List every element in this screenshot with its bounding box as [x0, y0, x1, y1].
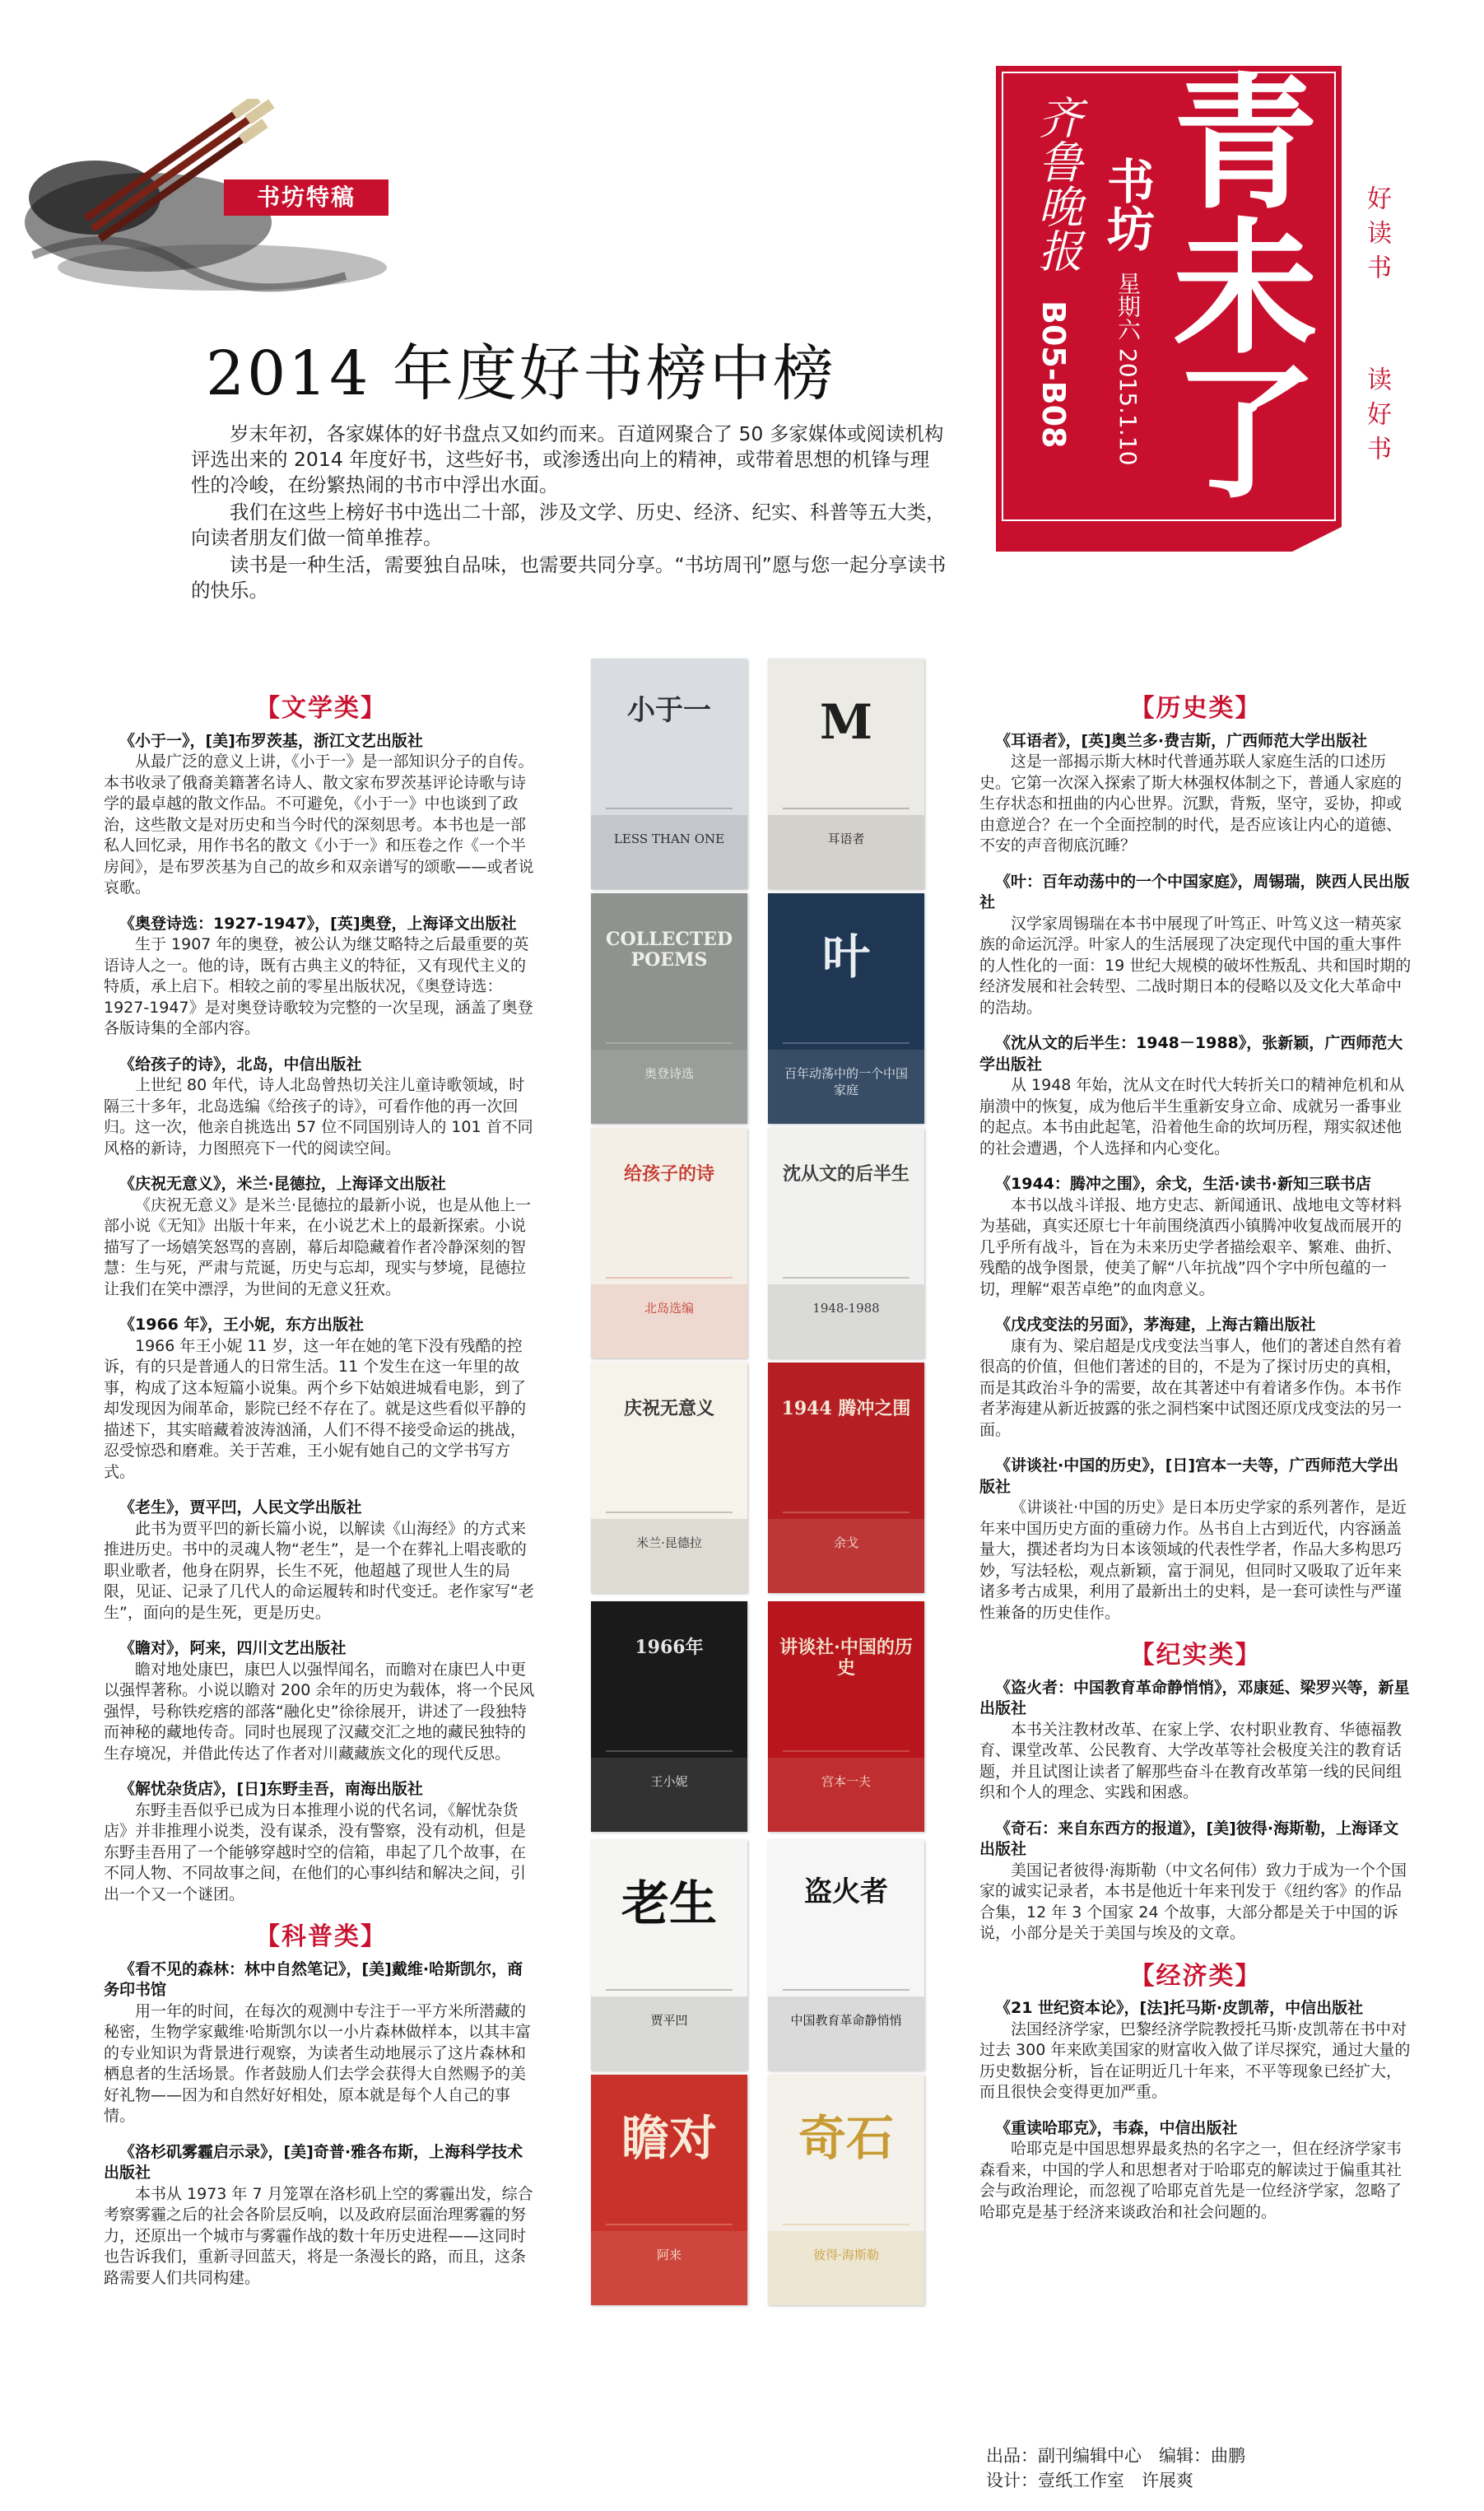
- book-description: 本书从 1973 年 7 月笼罩在洛杉矶上空的雾霾出发，综合考察雾霾之后的社会各阶层反响，以及政府层面治理雾霾的努力，还原出一个城市与雾霾作战的数十年历史进程——这同时也告诉我们，重新寻回蓝天，将是一条漫长的路，而且，这条路需要人们共同构建。: [104, 2184, 533, 2287]
- cover-subtitle: 奥登诗选: [644, 1066, 694, 1081]
- book-cover-kodansha: [768, 1601, 924, 1832]
- book-description: 1966 年王小妮 11 岁，这一年在她的笔下没有残酷的控诉，有的只是普通人的日常生活。11 个发生在这一年里的故事，构成了这本短篇小说集。两个乡下姑娘进城看电影，到了却发现因为闹革命，影院已经不存在了。就是这些看似平静的描述下，其实暗藏着波涛汹涌，人们不得不接受命运的挑战，忍受惊恐和磨难。关于苦难，王小妮有她自己的文学书写方式。: [104, 1336, 527, 1481]
- intro-text: [191, 422, 948, 605]
- cover-subtitle: 百年动荡中的一个中国家庭: [784, 1066, 908, 1097]
- column-name: 书坊: [1099, 156, 1155, 252]
- cover-title: 小于一: [627, 694, 711, 727]
- book-title: 《解忧杂货店》，[日]东野圭吾，南海出版社: [119, 1780, 423, 1798]
- cover-title: 给孩子的诗: [623, 1163, 714, 1185]
- book-title: 《1966 年》，王小妮，东方出版社: [119, 1316, 364, 1334]
- cover-title: 奇石: [798, 2110, 894, 2166]
- cover-subtitle: LESS THAN ONE: [613, 832, 725, 846]
- literature-book-8: [104, 1779, 538, 1905]
- science-book-1: [104, 1959, 538, 2127]
- newspaper-name: 齐鲁晚报: [1031, 95, 1083, 273]
- book-title: 《21 世纪资本论》，[法]托马斯·皮凯蒂，中信出版社: [995, 1999, 1364, 2017]
- book-title: 《给孩子的诗》，北岛，中信出版社: [119, 1055, 362, 1074]
- cover-artwork: [768, 1363, 924, 1593]
- supplement-title: 青未了: [1172, 60, 1318, 519]
- issue-date: 星期六 2015.1.10: [1114, 272, 1142, 466]
- literature-book-1: [104, 731, 538, 899]
- cover-title: 讲谈社·中国的历史: [779, 1637, 913, 1679]
- book-description: 这是一部揭示斯大林时代普通苏联人家庭生活的口述历史。它第一次深入探索了斯大林强权体制之下，普通人家庭的生存状态和扭曲的内心世界。沉默，背叛，坚守，妥协，抑或由意逆合？在一个全面控制的时代，是否应该让内心的道德、不安的声音彻底沉睡？: [979, 752, 1403, 855]
- literature-book-7: [104, 1638, 538, 1764]
- cover-title: 沈从文的后半生: [782, 1163, 909, 1185]
- documentary-book-2: [979, 1819, 1412, 1945]
- book-cover-whisperers: [768, 659, 924, 889]
- book-title: 《耳语者》，[英]奥兰多·费吉斯，广西师范大学出版社: [995, 731, 1368, 750]
- literature-book-6: [104, 1498, 538, 1624]
- history-heading: 【历史类】: [1129, 694, 1262, 723]
- literature-book-5: [104, 1315, 538, 1483]
- book-title: 《讲谈社·中国的历史》，[日]宫本一夫等，广西师范大学出版社: [979, 1456, 1399, 1496]
- cover-subtitle: 中国教育革命静悄悄: [790, 2013, 902, 2028]
- book-description: 《庆祝无意义》是米兰·昆德拉的最新小说，也是从他上一部小说《无知》出版十年来，在小说艺术上的最新探索。小说描写了一场嬉笑怒骂的喜剧，幕后却隐藏着作者冷静深刻的智慧：生与死，严肃与荒诞，历史与忘却，现实与梦境，昆德拉让我们在笑中漂浮，为世间的无意义狂欢。: [104, 1195, 532, 1298]
- cover-artwork: [591, 1601, 747, 1832]
- book-description: 从最广泛的意义上讲，《小于一》是一部知识分子的自传。本书收录了俄裔美籍著名诗人、散文家布罗茨基评论诗歌与诗学的最卓越的散文作品。不可避免，《小于一》中也谈到了政治，这些散文是对历史和当今时代的深刻思考。本书也是一部私人回忆录，用作书名的散文《小于一》和压卷之作《一个半房间》，是布罗茨基为自己的故乡和双亲谱写的颂歌——或者说哀歌。: [104, 752, 534, 897]
- book-cover-poems-children: [591, 1128, 747, 1358]
- book-description: 本书关注教材改革、在家上学、农村职业教育、华德福教育、课堂改革、公民教育、大学改革等社会极度关注的教育话题，并且试图让读者了解那些奋斗在教育改革第一线的民间组织和个人的理念、实践和困惑。: [979, 1720, 1403, 1801]
- page-title: 2014 年度好书榜中榜: [206, 338, 836, 409]
- credits-line-1: 出品：副刊编辑中心 编辑：曲鹏: [986, 2446, 1245, 2466]
- cover-artwork: [591, 1840, 747, 2071]
- cover-artwork: [768, 2075, 924, 2305]
- ink-brush-illustration: [16, 99, 395, 346]
- cover-subtitle: 王小妮: [650, 1774, 688, 1789]
- book-cover-shen-congwen: [768, 1128, 924, 1358]
- cover-title: 1966年: [635, 1637, 704, 1658]
- book-cover-year-1966: [591, 1601, 747, 1832]
- cover-subtitle: 北岛选编: [644, 1301, 694, 1316]
- history-book-6: [979, 1456, 1412, 1624]
- science-heading: 【科普类】: [255, 1922, 387, 1951]
- special-feature-badge: 书坊特稿: [224, 179, 388, 216]
- book-title: 《庆祝无意义》，米兰·昆德拉，上海译文出版社: [119, 1175, 446, 1193]
- economy-book-1: [979, 1998, 1412, 2103]
- book-title: 《奇石：来自东西方的报道》，[美]彼得·海斯勒，上海译文出版社: [979, 1819, 1399, 1858]
- cover-title: 老生: [621, 1875, 717, 1931]
- documentary-heading: 【纪实类】: [1129, 1641, 1262, 1670]
- book-cover-lao-sheng: [591, 1840, 747, 2071]
- book-description: 哈耶克是中国思想界最炙热的名字之一，但在经济学家韦森看来，中国的学人和思想者对于哈耶克的解读过于偏重其社会与政治理论，而忽视了哈耶克首先是一位经济学家，忽略了哈耶克是基于经济来谈政治和社会问题的。: [979, 2140, 1403, 2221]
- cover-title: 叶: [821, 929, 870, 985]
- section-code: B05-B08: [1035, 300, 1072, 449]
- book-title: 《洛杉矶雾霾启示录》，[美]奇普·雅各布斯，上海科学技术出版社: [104, 2142, 523, 2182]
- cover-title: 庆祝无意义: [623, 1398, 714, 1419]
- cover-title: 1944 腾冲之围: [781, 1398, 911, 1419]
- history-book-5: [979, 1315, 1412, 1441]
- slogan-read-good: 好读书: [1362, 185, 1391, 289]
- book-cover-ye-family: [768, 893, 924, 1124]
- book-description: 本书以战斗详报、地方史志、新闻通讯、战地电文等材料为基础，真实还原七十年前围绕滇西小镇腾冲收复战而展开的几乎所有战斗，旨在为未来历史学者描绘艰辛、繁难、曲折、残酷的战争图景，使美了解“八年抗战”四个字中所包蕴的一切，理解“艰苦卓绝”的血肉意义。: [979, 1195, 1403, 1298]
- credits-line-2: 设计：壹纸工作室 许展爽: [986, 2471, 1193, 2490]
- economy-heading: 【经济类】: [1129, 1961, 1262, 1991]
- cover-subtitle: 贾平凹: [650, 2013, 688, 2028]
- book-cover-tengchong: [768, 1363, 924, 1593]
- cover-artwork: [768, 1601, 924, 1832]
- book-title: 《瞻对》，阿来，四川文艺出版社: [119, 1639, 347, 1657]
- book-title: 《1944：腾冲之围》，余戈，生活·读书·新知三联书店: [995, 1175, 1371, 1193]
- cover-title: COLLECTED POEMS: [605, 929, 733, 971]
- credits: [986, 2443, 1373, 2493]
- economy-book-2: [979, 2118, 1412, 2224]
- cover-title: 盗火者: [804, 1875, 888, 1908]
- cover-artwork: [591, 893, 747, 1124]
- cover-artwork: [768, 1128, 924, 1358]
- book-description: 法国经济学家，巴黎经济学院教授托马斯·皮凯蒂在书中对过去 300 年来欧美国家的财富收入做了详尽探究，通过大量的历史数据分析，旨在证明近几十年来，不平等现象已经扩大，而且很快会变得更加严重。: [979, 2020, 1411, 2101]
- book-title: 《重读哈耶克》，韦森，中信出版社: [995, 2118, 1238, 2137]
- book-description: 瞻对地处康巴，康巴人以强悍闻名，而瞻对在康巴人中更以强悍著称。小说以瞻对 200 余年的历史为载体，将一个民风强悍，号称铁疙瘩的部落“融化史”徐徐展开，讲述了一段独特而神秘的藏地传奇。同时也展现了汉藏交汇之地的藏民独特的生存境况，并借此传达了作者对川藏藏族文化的现代反思。: [104, 1660, 535, 1763]
- science-book-2: [104, 2142, 538, 2290]
- cover-title: 瞻对: [621, 2110, 717, 2166]
- cover-artwork: [768, 1840, 924, 2071]
- cover-subtitle: 彼得·海斯勒: [813, 2248, 879, 2262]
- book-description: 《讲谈社·中国的历史》是日本历史学家的系列著作，是近年来中国历史方面的重磅力作。丛书自上古到近代，内容涵盖量大，撰述者均为日本该领域的代表性学者，作品大多构思巧妙，写法轻松，观点新颖，富于洞见，但同时又吸取了近年来诸多考古成果，利用了最新出土的史料，是一套可读性与严谨性兼备的历史佳作。: [979, 1498, 1407, 1622]
- book-cover-zhandui: [591, 2075, 747, 2305]
- intro-paragraph-2: 我们在这些上榜好书中选出二十部，涉及文学、历史、经济、纪实、科普等五大类，向读者朋友们做一简单推荐。: [191, 501, 946, 549]
- cover-subtitle: 宫本一夫: [821, 1774, 871, 1789]
- cover-subtitle: 米兰·昆德拉: [636, 1535, 702, 1550]
- history-book-4: [979, 1174, 1412, 1300]
- literature-book-2: [104, 914, 538, 1040]
- book-title: 《戊戌变法的另面》，茅海建，上海古籍出版社: [995, 1316, 1316, 1334]
- history-book-2: [979, 872, 1412, 1019]
- book-description: 美国记者彼得·海斯勒（中文名何伟）致力于成为一个个国家的诚实记录者，本书是他近十年来刊发于《纽约客》的作品合集，12 年 3 个国家 24 个故事，大部分都是关于中国的诉说，小部分是关于美国与埃及的文章。: [979, 1861, 1407, 1942]
- book-cover-fire-thief: [768, 1840, 924, 2071]
- cover-subtitle: 阿来: [656, 2248, 682, 2262]
- book-title: 《看不见的森林：林中自然笔记》，[美]戴维·哈斯凯尔，商务印书馆: [104, 1959, 523, 1999]
- right-column: [979, 694, 1412, 2238]
- cover-artwork: [591, 2075, 747, 2305]
- literature-heading: 【文学类】: [255, 694, 387, 723]
- book-description: 东野圭吾似乎已成为日本推理小说的代名词，《解忧杂货店》并非推理小说类，没有谋杀，没有警察，没有动机，但是东野圭吾用了一个能够穿越时空的信箱，串起了几个故事，在不同人物、不同故事之间，在他们的心事纠结和解决之间，引出一个又一个谜团。: [104, 1801, 527, 1903]
- cover-subtitle: 1948-1988: [812, 1301, 880, 1316]
- book-description: 生于 1907 年的奥登，被公认为继艾略特之后最重要的英语诗人之一。他的诗，既有古典主义的特征，又有现代主义的特质，承上启下。相较之前的零星出版状况，《奥登诗选：1927-1947》是对奥登诗歌较为完整的一次呈现，涵盖了奥登各版诗集的全部内容。: [104, 935, 533, 1037]
- book-description: 此书为贾平凹的新长篇小说，以解读《山海经》的方式来推进历史。书中的灵魂人物“老生”，是一个在葬礼上唱丧歌的职业歌者，他身在阴界，长生不死，他超越了现世人生的局限，见证、记录了几代人的命运履转和时代变迁。老作家写“老生”，面向的是生死，更是历史。: [104, 1519, 534, 1622]
- cover-subtitle: 耳语者: [827, 832, 865, 846]
- book-title: 《奥登诗选：1927-1947》，[英]奥登，上海译文出版社: [119, 914, 517, 933]
- documentary-book-1: [979, 1678, 1412, 1804]
- slogan-good-books: 读好书: [1362, 366, 1391, 470]
- book-cover-strange-stones: [768, 2075, 924, 2305]
- book-title: 《小于一》，[美]布罗茨基，浙江文艺出版社: [119, 731, 423, 750]
- intro-paragraph-3: 读书是一种生活，需要独自品味，也需要共同分享。“书坊周刊”愿与您一起分享读书的快乐。: [191, 553, 947, 602]
- literature-book-4: [104, 1174, 538, 1300]
- cover-artwork: [768, 659, 924, 889]
- book-cover-festival: [591, 1363, 747, 1593]
- cover-artwork: [591, 1363, 747, 1593]
- history-book-3: [979, 1033, 1412, 1159]
- intro-paragraph-1: 岁末年初，各家媒体的好书盘点又如约而来。百道网聚合了 50 多家媒体或阅读机构评选出来的 2014 年度好书，这些好书，或渗透出向上的精神，或带着思想的机锋与理性的冷峻，在纷繁热闹的书市中浮出水面。: [191, 422, 944, 496]
- book-description: 从 1948 年始，沈从文在时代大转折关口的精神危机和从崩溃中的恢复，成为他后半生重新安身立命、成就另一番事业的起点。本书由此起笔，沿着他生命的坎坷历程，翔实叙述他的社会遭遇，个人选择和内心变化。: [979, 1076, 1405, 1158]
- cover-artwork: [591, 1128, 747, 1358]
- book-title: 《沈从文的后半生：1948－1988》，张新颖，广西师范大学出版社: [979, 1034, 1403, 1074]
- left-column: [104, 694, 538, 2304]
- book-cover-xiao-yu-yi: [591, 659, 747, 889]
- book-title: 《叶：百年动荡中的一个中国家庭》，周锡瑞，陕西人民出版社: [979, 872, 1410, 911]
- book-title: 《老生》，贾平凹，人民文学出版社: [119, 1498, 362, 1516]
- cover-title: M: [819, 694, 873, 750]
- cover-subtitle: 余戈: [833, 1535, 858, 1550]
- literature-book-3: [104, 1055, 538, 1160]
- book-description: 康有为、梁启超是戊戌变法当事人，他们的著述自然有着很高的价值，但他们著述的目的，不是为了探讨历史的真相，而是其政治斗争的需要，故在其著述中有着诸多作伪。本书作者茅海建从新近披露的张之洞档案中试图还原戊戌变法的另一面。: [979, 1336, 1403, 1439]
- cover-artwork: [591, 659, 747, 889]
- book-description: 上世纪 80 年代，诗人北岛曾热切关注儿童诗歌领域，时隔三十多年，北岛选编《给孩子的诗》，可看作他的再一次回归。这一次，他亲自挑选出 57 位不同国别诗人的 101 首不同风格的新诗，力图照亮下一代的阅读空间。: [104, 1076, 533, 1158]
- book-cover-auden: [591, 893, 747, 1124]
- book-description: 用一年的时间，在每次的观测中专注于一平方米所潜藏的秘密，生物学家戴维·哈斯凯尔以一小片森林做样本，以其丰富的专业知识为背景进行观察，为读者生动地展示了这片森林和栖息者的生活场景。作者鼓励人们去学会获得大自然赐予的美好礼物——因为和自然好好相处，原本就是每个人自己的事情。: [104, 2001, 532, 2125]
- book-title: 《盗火者：中国教育革命静悄悄》，邓康延、梁罗兴等，新星出版社: [979, 1678, 1410, 1717]
- history-book-1: [979, 731, 1412, 857]
- book-description: 汉学家周锡瑞在本书中展现了叶笃正、叶笃义这一精英家族的命运沉浮。叶家人的生活展现了决定现代中国的重大事件的人性化的一面：19 世纪大规模的破坏性叛乱、共和国时期的经济发展和社会转型、二战时期日本的侵略以及文化大革命中的浩劫。: [979, 914, 1412, 1017]
